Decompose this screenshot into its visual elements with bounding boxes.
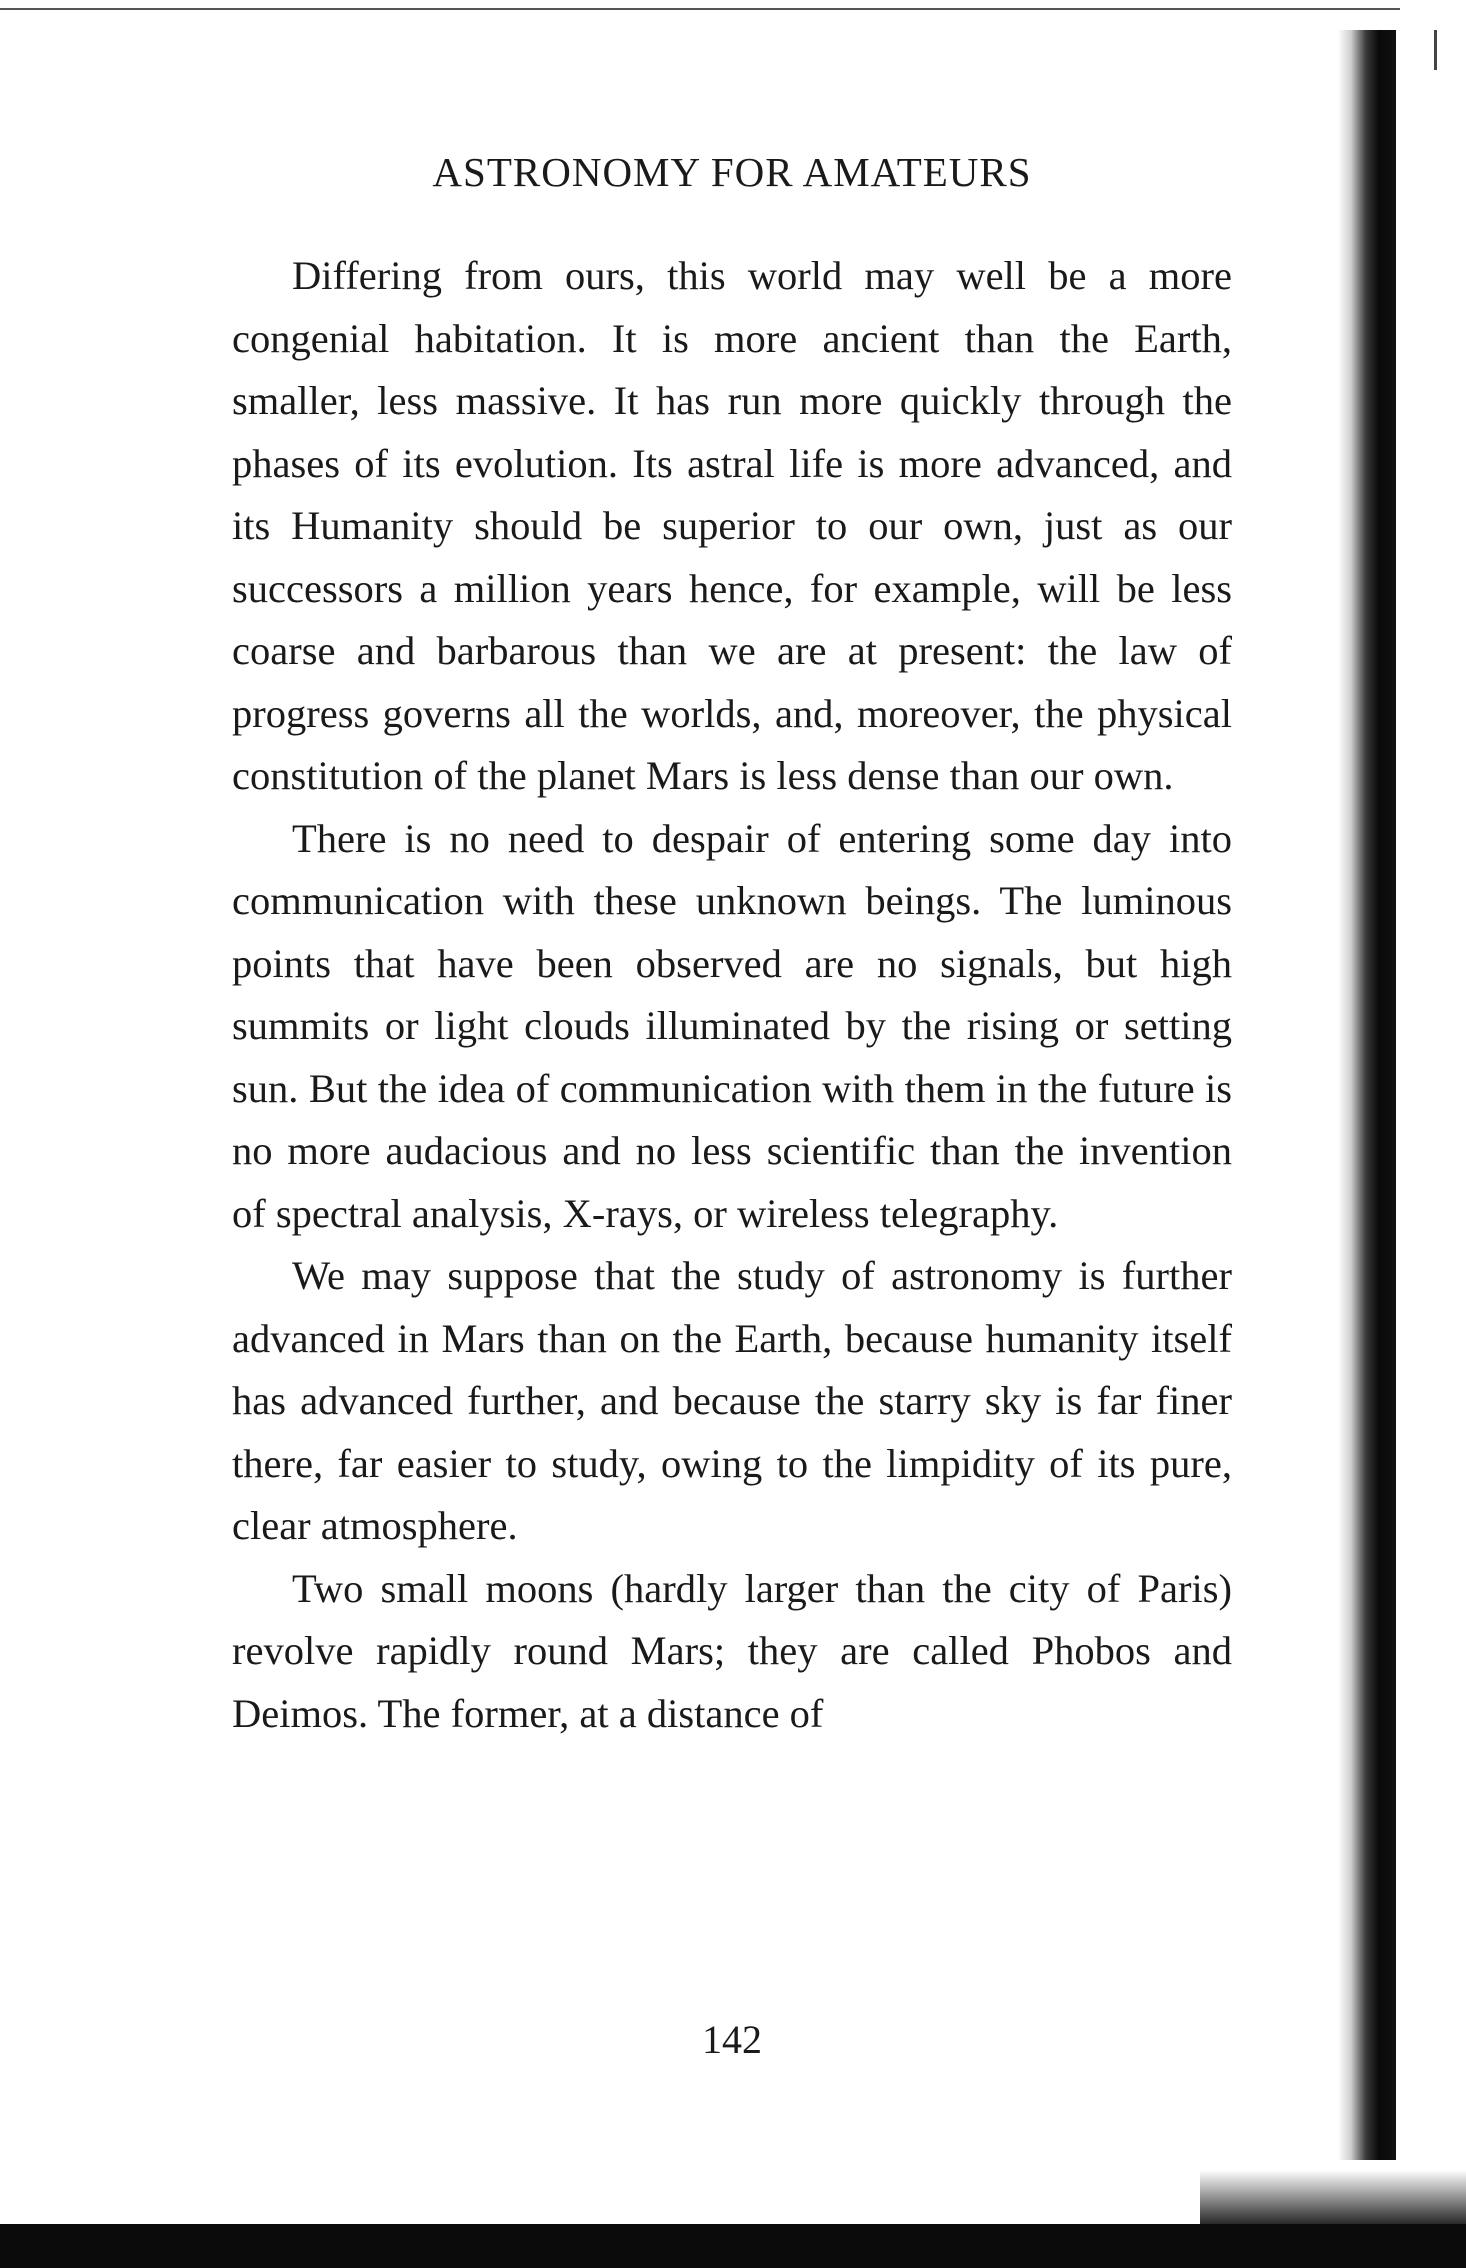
page-edge-mark bbox=[1434, 30, 1437, 70]
running-head: ASTRONOMY FOR AMATEURS bbox=[432, 149, 1032, 195]
binding-shadow bbox=[1338, 30, 1396, 2160]
corner-shadow bbox=[1200, 2170, 1466, 2230]
paragraph: There is no need to despair of entering some day into communication with these unknown beings. The luminous points that have been observed are no signals, but high summits or light clouds illuminated by the rising or setting sun. But the idea of communication with them in the future is no more audacious and no less scientific than the invention of spectral analysis, X-rays, or wireless telegraphy. bbox=[232, 815, 1232, 1236]
paragraph: We may suppose that the study of astronomy is further advanced in Mars than on the Earth, because humanity itself has advanced further, and because the starry sky is far finer there, far easier to study, owing to the limpidity of its pure, clear atmosphere. bbox=[232, 1253, 1232, 1548]
bottom-scan-band bbox=[0, 2224, 1466, 2268]
paragraph: Two small moons (hardly larger than the city of Paris) revolve rapidly round Mars; they are called Phobos and Deimos. The former, at a distance of bbox=[232, 1565, 1232, 1736]
page-number: 142 bbox=[702, 2017, 762, 2062]
top-edge-rule bbox=[0, 8, 1400, 10]
body-text bbox=[232, 245, 1232, 1745]
paragraph: Differing from ours, this world may well be a more congenial habitation. It is more ancient than the Earth, smaller, less massive. It has run more quickly through the phases of its evolution. Its astral life is more advanced, and its Humanity should be superior to our own, just as our successors a million years hence, for example, will be less coarse and barbarous than we are at present: the law of progress governs all the worlds, and, moreover, the physical constitution of the planet Mars is less dense than our own. bbox=[232, 253, 1232, 798]
